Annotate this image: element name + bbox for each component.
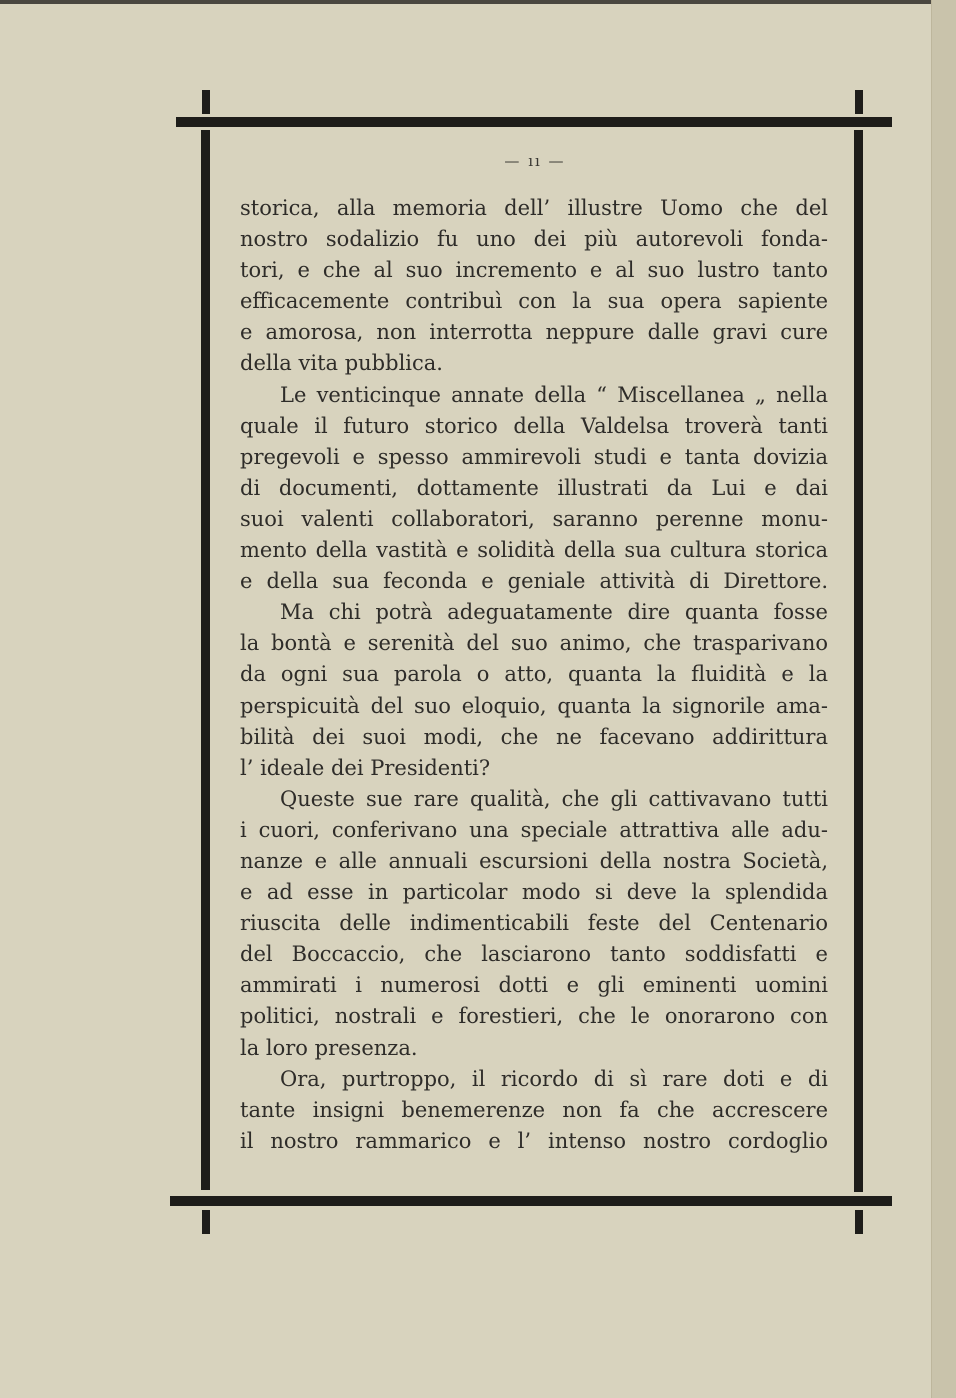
text-line: tante insigni benemerenze non fa che accrescere <box>240 1097 828 1122</box>
text-line: l’ ideale dei Presidenti? <box>240 755 491 780</box>
text-line: quale il futuro storico della Valdelsa troverà tanti <box>240 413 828 438</box>
text-line: della vita pubblica. <box>240 351 443 376</box>
text-line: storica, alla memoria dell’ illustre Uomo che del <box>240 196 828 220</box>
frame-rule-bottom <box>170 1196 892 1206</box>
text-line: mento della vastità e solidità della sua cultura storica <box>240 538 828 563</box>
frame-tick-bottom-right <box>855 1210 863 1234</box>
frame-rule-left <box>201 130 210 1190</box>
text-line: nostro sodalizio fu uno dei più autorevoli fonda- <box>240 227 828 252</box>
frame-tick-top-right <box>855 90 863 114</box>
text-line: da ogni sua parola o atto, quanta la fluidità e la <box>240 662 828 687</box>
text-line: di documenti, dottamente illustrati da Lui e dai <box>240 475 828 500</box>
text-line: pregevoli e spesso ammirevoli studi e tanta dovizia <box>240 444 828 469</box>
text-line: la loro presenza. <box>240 1035 418 1060</box>
text-line: efficacemente contribuì con la sua opera sapiente <box>240 289 828 314</box>
text-line: politici, nostrali e forestieri, che le onorarono con <box>240 1004 828 1029</box>
paragraph-first-line: Queste sue rare qualità, che gli cattivavano tutti <box>280 786 828 811</box>
page-number: — ıı — <box>504 152 566 170</box>
text-line: il nostro rammarico e l’ intenso nostro cordoglio <box>240 1128 828 1153</box>
right-page-edge <box>931 0 956 1398</box>
text-line: ammirati i numerosi dotti e gli eminenti uomini <box>240 973 828 998</box>
text-line: bilità dei suoi modi, che ne facevano addirittura <box>240 724 828 749</box>
text-line: i cuori, conferivano una speciale attrattiva alle adu- <box>240 817 828 842</box>
text-line: e ad esse in particolar modo si deve la splendida <box>240 880 828 905</box>
text-line: perspicuità del suo eloquio, quanta la signorile ama- <box>240 693 828 718</box>
body-text <box>240 193 828 1157</box>
top-page-edge <box>0 0 956 4</box>
paragraph-first-line: Ora, purtroppo, il ricordo di sì rare doti e di <box>280 1066 828 1091</box>
frame-rule-top <box>176 117 892 127</box>
text-line: tori, e che al suo incremento e al suo lustro tanto <box>240 258 828 283</box>
text-line: e della sua feconda e geniale attività di Direttore. <box>240 569 828 594</box>
text-line: riuscita delle indimenticabili feste del Centenario <box>240 911 828 936</box>
text-line: del Boccaccio, che lasciarono tanto soddisfatti e <box>240 942 828 967</box>
text-line: nanze e alle annuali escursioni della nostra Società, <box>240 848 828 873</box>
text-line: e amorosa, non interrotta neppure dalle gravi cure <box>240 320 828 345</box>
paragraph-first-line: Le venticinque annate della “ Miscellanea „ nella <box>280 382 828 407</box>
frame-tick-bottom-left <box>202 1210 210 1234</box>
frame-tick-top-left <box>202 90 210 114</box>
frame-rule-right <box>854 130 863 1192</box>
paragraph-first-line: Ma chi potrà adeguatamente dire quanta fosse <box>280 600 828 625</box>
text-line: suoi valenti collaboratori, saranno perenne monu- <box>240 506 828 531</box>
text-line: la bontà e serenità del suo animo, che trasparivano <box>240 631 828 656</box>
